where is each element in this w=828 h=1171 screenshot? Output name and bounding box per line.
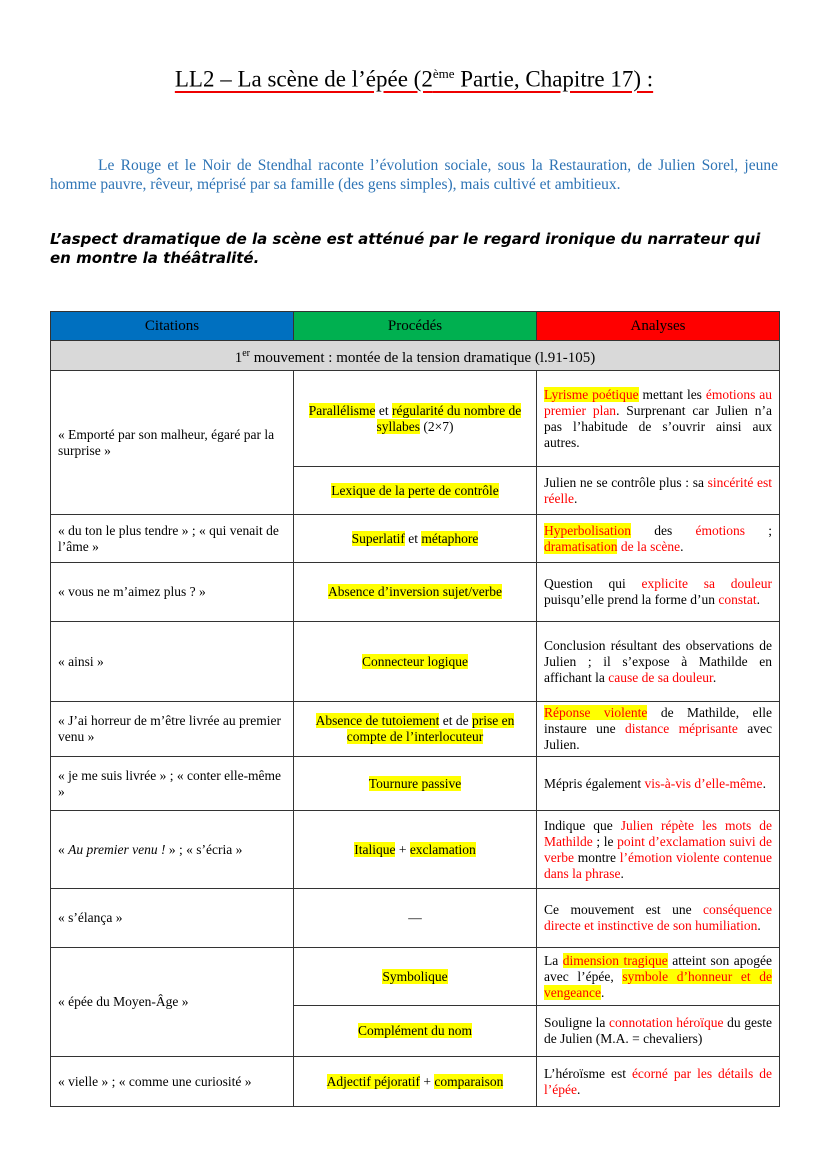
text-segment: .	[712, 669, 717, 685]
emphasis-text: conséquence directe et instinctive de son humiliation	[544, 902, 772, 933]
procede-cell	[294, 563, 537, 622]
highlighted-text: Parallélisme	[308, 402, 376, 418]
text-segment: « vous ne m’aimez plus ? »	[58, 584, 206, 599]
text-segment: « s’élança »	[58, 910, 123, 925]
emphasis-text: connotation héroïque	[608, 1015, 724, 1030]
analyse-cell	[537, 622, 780, 702]
text-segment: des	[631, 522, 696, 538]
highlighted-text: régularité du nombre de syllabes	[376, 402, 522, 434]
text-segment: .	[620, 865, 624, 881]
intro-paragraph: Le Rouge et le Noir de Stendhal raconte l’évolution sociale, sous la Restauration, de Julien Sorel, jeune homme pauvre, rêveur, méprisé par sa famille (des gens simples), mais cultivé et ambitieux.	[50, 157, 778, 193]
text-segment: .	[576, 1081, 581, 1097]
emphasis-text: cause de sa douleur	[608, 669, 713, 685]
analyse-cell	[537, 811, 780, 889]
title-text: LL2 – La scène de l’épée (2	[174, 66, 433, 92]
text-segment: et	[375, 402, 392, 418]
text-segment: « épée du Moyen-Âge »	[58, 994, 189, 1009]
text-segment: L’héroïsme est	[544, 1065, 632, 1081]
text-segment: « Emporté par son malheur, égaré par la surprise »	[58, 426, 275, 458]
emphasis-text: point d’exclamation suivi de verbe	[544, 833, 772, 865]
analyse-cell	[537, 467, 780, 515]
table-row	[51, 371, 780, 467]
procede-cell	[294, 515, 537, 563]
text-segment: « ainsi »	[58, 653, 104, 669]
text-segment: atteint son apogée avec l’épée,	[544, 952, 772, 984]
text-segment: .	[573, 490, 578, 506]
table-row	[51, 948, 780, 1006]
highlighted-text: Hyperbolisation	[544, 522, 631, 538]
procede-cell	[294, 889, 537, 948]
emphasis-text: constat	[718, 592, 757, 607]
highlighted-text: métaphore	[421, 530, 479, 546]
analyse-cell	[537, 889, 780, 948]
text-segment: Mépris également	[544, 775, 645, 791]
text-segment: Indique que	[544, 817, 621, 833]
header-analyses: Analyses	[537, 312, 780, 341]
table-row	[51, 622, 780, 702]
citation-cell	[51, 889, 294, 948]
emphasis-text: écorné par les détails de l’épée	[544, 1065, 773, 1097]
emphasis-text: émotions au premier plan	[544, 386, 772, 418]
emphasis-text: de la scène	[617, 538, 681, 554]
emphasis-text: explicite sa douleur	[641, 576, 772, 591]
highlighted-text: Absence de tutoiement	[315, 713, 440, 728]
text-segment: de Mathilde, elle instaure une	[544, 705, 773, 736]
title-sup: ème	[432, 66, 455, 81]
text-segment: .	[756, 592, 760, 607]
highlighted-text: dramatisation	[544, 538, 618, 554]
emphasis-text: vis-à-vis d’elle-même	[644, 775, 763, 791]
procede-cell	[294, 371, 537, 467]
thesis-statement: L’aspect dramatique de la scène est atténué par le regard ironique du narrateur qui en montre la théâtralité.	[50, 230, 761, 267]
text-segment: Question qui	[544, 576, 642, 591]
procede-cell	[294, 1057, 537, 1107]
analyse-cell	[537, 757, 780, 811]
text-segment: et de	[439, 713, 472, 728]
highlighted-text: Symbolique	[382, 968, 448, 984]
highlighted-text: Connecteur logique	[361, 653, 469, 669]
text-segment: puisqu’elle prend la forme d’un	[544, 592, 719, 607]
citation-cell	[51, 757, 294, 811]
movement-sup: er	[242, 347, 250, 359]
text-segment: ; le	[592, 833, 618, 849]
emphasis-text: l’émotion violente contenue dans la phrase	[544, 849, 772, 881]
text-segment: —	[408, 910, 422, 925]
emphasis-text: distance méprisante	[625, 721, 738, 736]
text-segment: ;	[745, 522, 772, 538]
text-segment: .	[757, 918, 761, 933]
movement-num: 1	[234, 349, 243, 366]
analysis-table	[50, 311, 780, 1107]
analyse-cell	[537, 948, 780, 1006]
table-row	[51, 702, 780, 757]
citation-cell	[51, 948, 294, 1057]
movement-title	[51, 341, 780, 371]
text-segment: Julien ne se contrôle plus : sa	[544, 474, 708, 490]
movement-text: mouvement : montée de la tension dramatique (l.91-105)	[249, 349, 596, 366]
citation-cell	[51, 371, 294, 515]
highlighted-text: Lyrisme poétique	[544, 386, 639, 402]
text-segment: +	[419, 1073, 435, 1089]
procede-cell	[294, 757, 537, 811]
text-segment: « je me suis livrée » ; « conter elle-même »	[58, 767, 282, 799]
emphasis-text: sincérité est réelle	[544, 474, 772, 506]
highlighted-text: Adjectif péjoratif	[326, 1073, 420, 1089]
citation-cell	[51, 702, 294, 757]
title-rest: Partie, Chapitre 17) :	[454, 66, 654, 92]
emphasis-text: Julien répète les mots de Mathilde	[544, 817, 772, 849]
text-segment: avec Julien.	[544, 721, 772, 752]
header-citations: Citations	[51, 312, 294, 341]
text-segment: .	[762, 775, 766, 791]
table-header-row	[51, 312, 780, 341]
text-segment: « J’ai horreur de m’être livrée au premier venu »	[58, 713, 282, 744]
highlighted-text: Lexique de la perte de contrôle	[331, 482, 499, 498]
highlighted-text: Superlatif	[351, 530, 405, 546]
table-row	[51, 1057, 780, 1107]
analyse-cell	[537, 1006, 780, 1057]
text-segment: « du ton le plus tendre » ; « qui venait de l’âme »	[58, 522, 279, 554]
text-segment: mettant les	[638, 386, 706, 402]
procede-cell	[294, 1006, 537, 1057]
citation-cell	[51, 563, 294, 622]
citation-cell	[51, 622, 294, 702]
citation-cell	[51, 1057, 294, 1107]
text-segment: « vielle » ; « comme une curiosité »	[58, 1073, 252, 1089]
procede-cell	[294, 702, 537, 757]
table-row	[51, 811, 780, 889]
text-segment: .	[600, 984, 605, 1000]
highlighted-text: prise en compte de l’interlocuteur	[346, 713, 515, 744]
highlighted-text: comparaison	[434, 1073, 504, 1089]
text-segment: +	[395, 841, 410, 857]
analyse-cell	[537, 563, 780, 622]
text-segment: Au premier venu !	[68, 841, 166, 857]
analyse-cell	[537, 371, 780, 467]
header-procedes: Procédés	[294, 312, 537, 341]
citation-cell	[51, 811, 294, 889]
analyse-cell	[537, 702, 780, 757]
analyse-cell	[537, 1057, 780, 1107]
page-title	[0, 66, 828, 93]
highlighted-text: Absence d’inversion sujet/verbe	[328, 584, 502, 599]
highlighted-text: Complément du nom	[358, 1023, 472, 1038]
highlighted-text: Réponse violente	[544, 705, 648, 720]
movement-row	[51, 341, 780, 371]
highlighted-text: exclamation	[409, 841, 476, 857]
text-segment: » ; « s’écria »	[165, 841, 243, 857]
analyse-cell	[537, 515, 780, 563]
highlighted-text: dimension tragique	[562, 952, 668, 968]
highlighted-text: Tournure passive	[368, 775, 462, 791]
table-row	[51, 757, 780, 811]
text-segment: Ce mouvement est une	[544, 902, 704, 917]
text-segment: . Surprenant car Julien n’a pas l’habitude de s’ouvrir ainsi aux autres.	[544, 402, 772, 450]
text-segment: «	[58, 841, 69, 857]
procede-cell	[294, 948, 537, 1006]
highlighted-text: Italique	[354, 841, 396, 857]
text-segment: montre	[573, 849, 620, 865]
text-segment: du geste de Julien (M.A. = chevaliers)	[544, 1015, 772, 1046]
text-segment: .	[680, 538, 684, 554]
text-segment: (2×7)	[420, 418, 454, 434]
text-segment: La	[544, 952, 563, 968]
procede-cell	[294, 622, 537, 702]
text-segment: Conclusion résultant des observations de Julien ; il s’expose à Mathilde en affichant la	[544, 637, 772, 685]
procede-cell	[294, 467, 537, 515]
citation-cell	[51, 515, 294, 563]
text-segment: et	[404, 530, 422, 546]
table-row	[51, 889, 780, 948]
procede-cell	[294, 811, 537, 889]
table-row	[51, 563, 780, 622]
emphasis-text: émotions	[695, 522, 745, 538]
highlighted-text: symbole d’honneur et de vengeance	[544, 968, 772, 1000]
text-segment: Souligne la	[544, 1015, 609, 1030]
table-row	[51, 515, 780, 563]
